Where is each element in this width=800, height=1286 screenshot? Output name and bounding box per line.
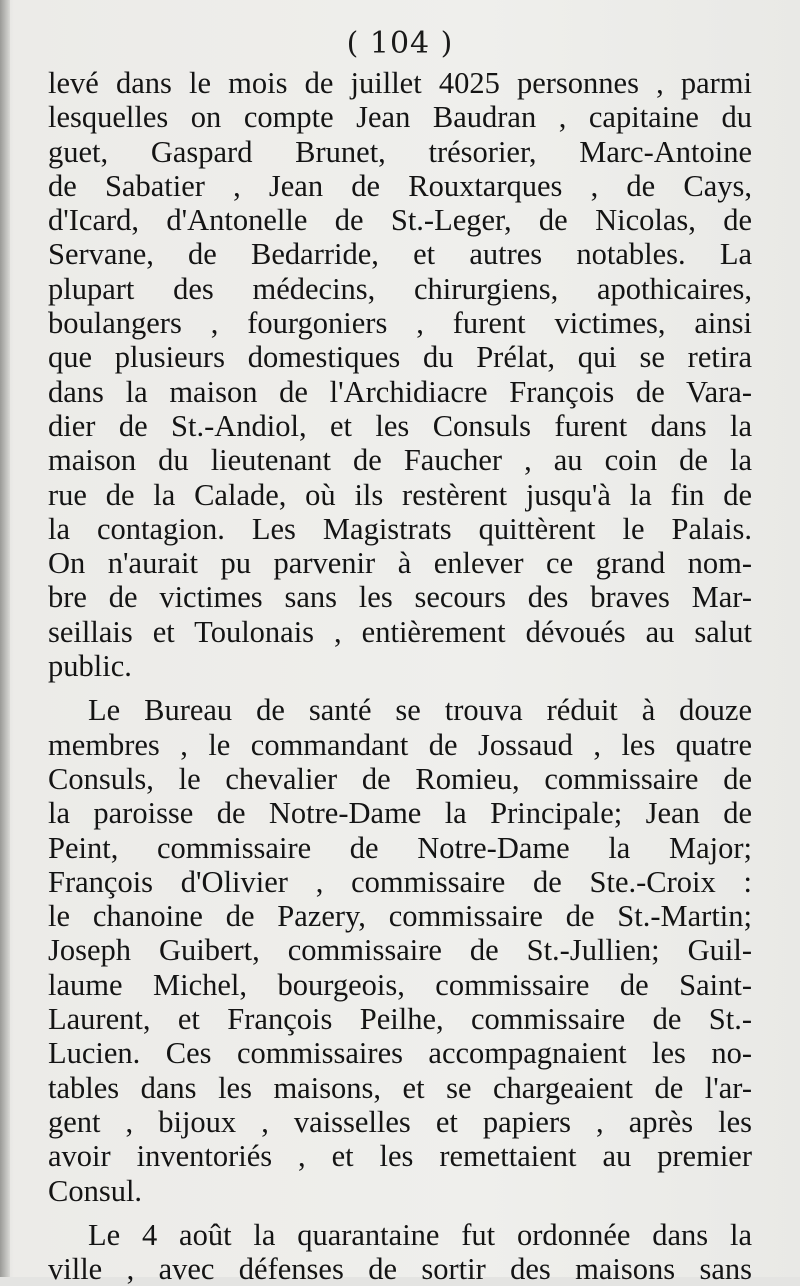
- text-line: Laurent, et François Peilhe, commissaire de St.-: [48, 1002, 752, 1037]
- text-line: public.: [48, 649, 132, 684]
- text-line: Consuls, le chevalier de Romieu, commissaire de: [48, 761, 752, 796]
- page-text: [48, 66, 752, 1286]
- text-line: que plusieurs domestiques du Prélat, qui se retira: [48, 340, 752, 375]
- text-line: levé dans le mois de juillet 4025 personnes , parmi: [48, 66, 752, 100]
- text-line: ville , avec défenses de sortir des maisons sans: [48, 1252, 752, 1286]
- text-line: guet, Gaspard Brunet, trésorier, Marc-Antoine: [48, 134, 752, 169]
- text-line: lesquelles on compte Jean Baudran , capitaine du: [48, 100, 752, 135]
- text-line: Lucien. Ces commissaires accompagnaient les no-: [48, 1036, 752, 1071]
- text-line: Peint, commissaire de Notre-Dame la Major;: [48, 830, 752, 865]
- page-gutter-shadow: [0, 0, 10, 1277]
- text-line: boulangers , fourgoniers , furent victimes, ainsi: [48, 306, 752, 341]
- paragraph: [48, 693, 752, 1207]
- text-line: François d'Olivier , commissaire de Ste.-Croix :: [48, 864, 752, 899]
- text-line: Consul.: [48, 1173, 143, 1208]
- text-line: avoir inventoriés , et les remettaient au premier: [48, 1139, 752, 1174]
- text-line: tables dans les maisons, et se chargeaient de l'ar-: [48, 1070, 752, 1105]
- page-number: ( 104 ): [346, 26, 454, 61]
- text-line: le chanoine de Pazery, commissaire de St.-Martin;: [48, 899, 752, 934]
- paragraph: [48, 66, 752, 683]
- text-line: dans la maison de l'Archidiacre François de Vara-: [48, 374, 752, 409]
- text-line: gent , bijoux , vaisselles et papiers , après les: [48, 1104, 752, 1139]
- text-line: de Sabatier , Jean de Rouxtarques , de Cays,: [48, 168, 752, 203]
- text-line: la contagion. Les Magistrats quittèrent le Palais.: [48, 511, 752, 546]
- text-line: On n'aurait pu parvenir à enlever ce grand nom-: [48, 546, 752, 581]
- text-line: la paroisse de Notre-Dame la Principale; Jean de: [48, 796, 752, 831]
- text-line: rue de la Calade, où ils restèrent jusqu'à la fin de: [48, 477, 752, 512]
- paragraph: [48, 1218, 752, 1286]
- text-line: dier de St.-Andiol, et les Consuls furent dans la: [48, 408, 752, 443]
- text-line: plupart des médecins, chirurgiens, apothicaires,: [48, 271, 752, 306]
- text-line: Servane, de Bedarride, et autres notables. La: [48, 237, 752, 272]
- text-line: seillais et Toulonais , entièrement dévoués au salut: [48, 614, 752, 649]
- text-line: Joseph Guibert, commissaire de St.-Jullien; Guil-: [48, 933, 752, 968]
- text-line: laume Michel, bourgeois, commissaire de Saint-: [48, 967, 752, 1002]
- text-line: maison du lieutenant de Faucher , au coin de la: [48, 443, 752, 478]
- text-line: bre de victimes sans les secours des braves Mar-: [48, 580, 752, 615]
- text-line: Le Bureau de santé se trouva réduit à douze: [88, 693, 752, 728]
- text-line: membres , le commandant de Jossaud , les quatre: [48, 727, 752, 762]
- text-line: d'Icard, d'Antonelle de St.-Leger, de Nicolas, de: [48, 203, 752, 238]
- text-line: Le 4 août la quarantaine fut ordonnée dans la: [88, 1217, 752, 1252]
